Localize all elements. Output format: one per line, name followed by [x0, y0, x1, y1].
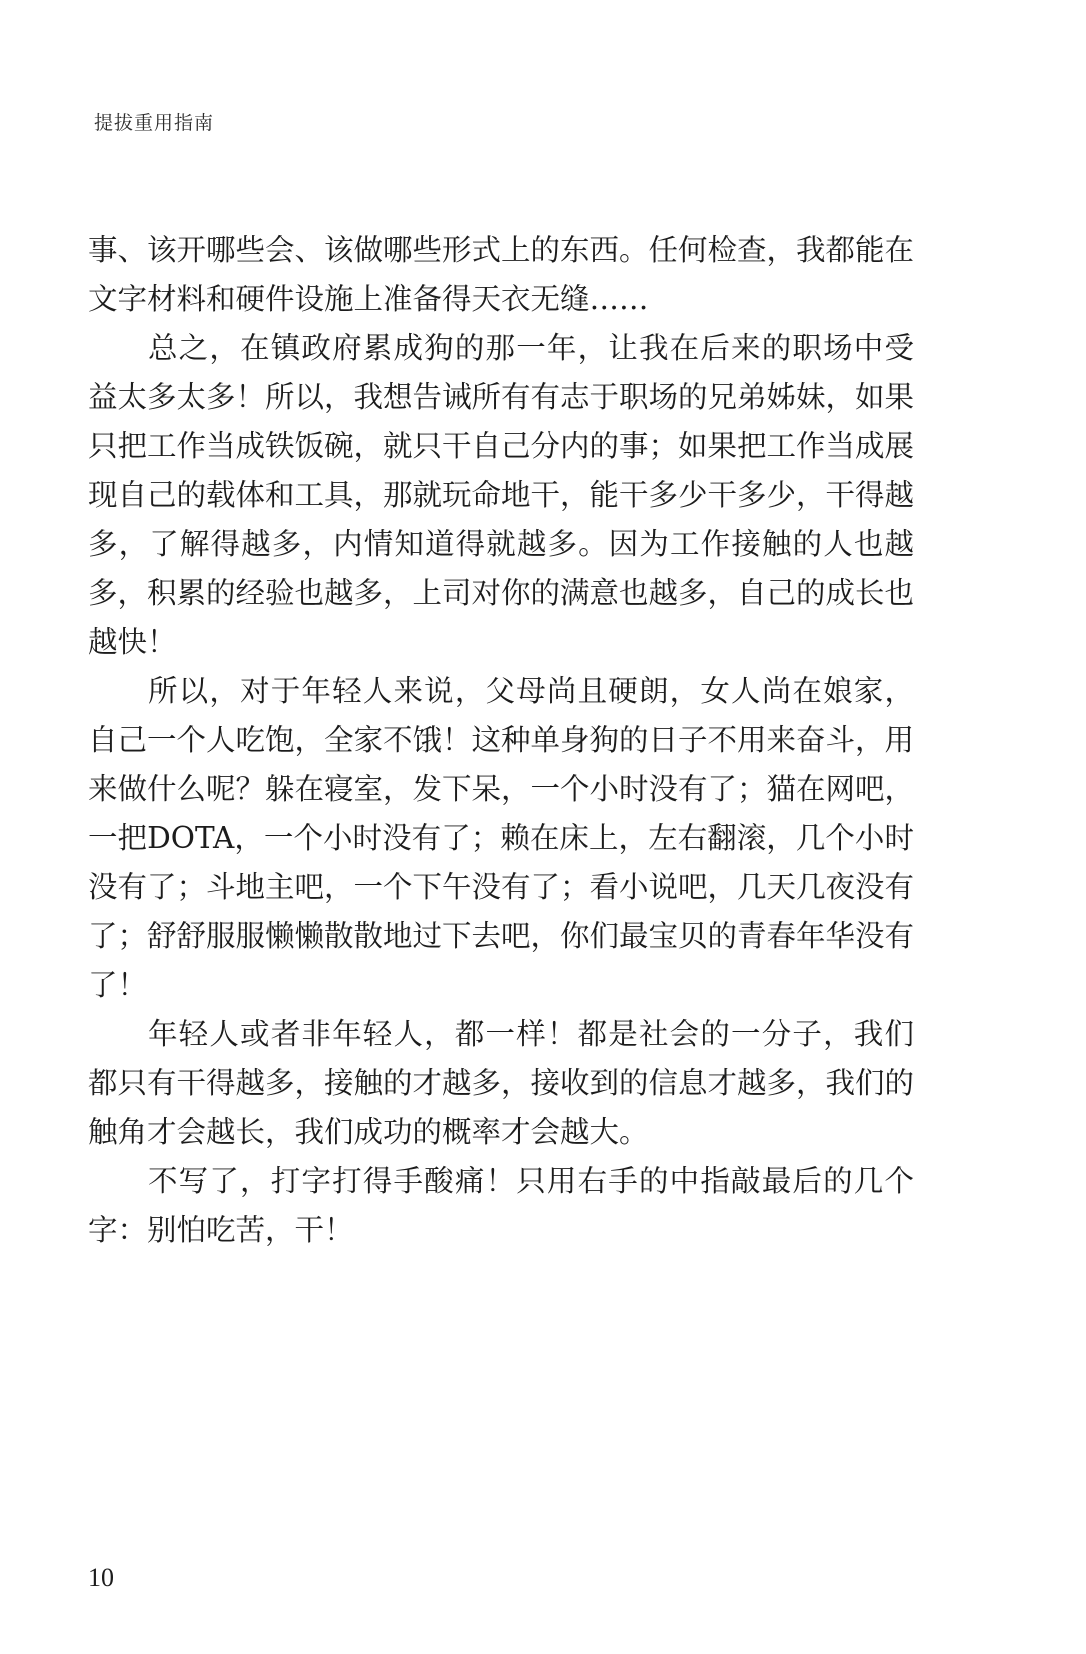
paragraph: 不写了，打字打得手酸痛！只用右手的中指敲最后的几个字：别怕吃苦，干！	[88, 1164, 914, 1247]
page-number: 10	[88, 1563, 114, 1592]
paragraph: 所以，对于年轻人来说，父母尚且硬朗，女人尚在娘家，自己一个人吃饱，全家不饿！这种单身狗的日子不用来奋斗，用来做什么呢？躲在寝室，发下呆，一个小时没有了；猫在网吧，一把DOTA，一个小时没有了；赖在床上，左右翻滚，几个小时没有了；斗地主吧，一个下午没有了；看小说吧，几天几夜没有了；舒舒服服懒懒散散地过下去吧，你们最宝贝的青春年华没有了！	[88, 674, 915, 1002]
paragraph: 总之，在镇政府累成狗的那一年，让我在后来的职场中受益太多太多！所以，我想告诫所有有志于职场的兄弟姊妹，如果只把工作当成铁饭碗，就只干自己分内的事；如果把工作当成展现自己的载体和工具，那就玩命地干，能干多少干多少，干得越多，了解得越多，内情知道得就越多。因为工作接触的人也越多，积累的经验也越多，上司对你的满意也越多，自己的成长也越快！	[88, 331, 915, 659]
running-header: 提拔重用指南	[94, 112, 215, 134]
paragraph: 年轻人或者非年轻人，都一样！都是社会的一分子，我们都只有干得越多，接触的才越多，接收到的信息才越多，我们的触角才会越长，我们成功的概率才会越大。	[88, 1017, 915, 1149]
paragraph-continued: 事、该开哪些会、该做哪些形式上的东西。任何检查，我都能在文字材料和硬件设施上准备得天衣无缝……	[88, 233, 915, 316]
body-text	[88, 226, 914, 1255]
